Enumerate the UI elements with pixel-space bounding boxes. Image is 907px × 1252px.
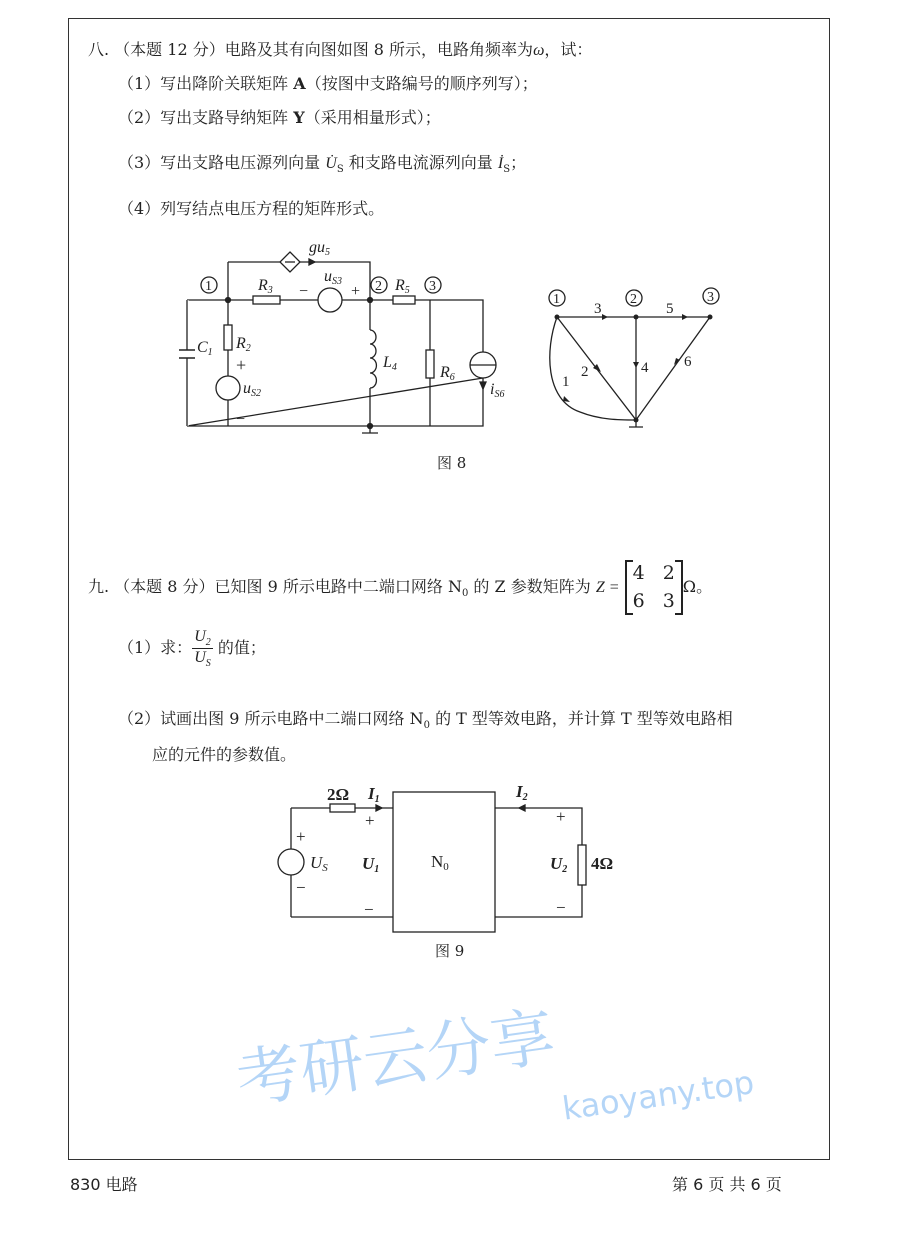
- label-4-ohm: 4Ω: [591, 854, 614, 873]
- footer-course: 830 电路: [70, 1175, 138, 1194]
- graph-node-label: 3: [707, 290, 714, 305]
- label-l4: L4: [383, 354, 397, 373]
- minus-sign: −: [556, 898, 566, 917]
- node-label-3: 3: [429, 279, 436, 294]
- minus-sign: −: [236, 411, 246, 428]
- resistor-2-ohm: [330, 804, 355, 812]
- label-n0: N0: [431, 852, 449, 873]
- watermark-url: kaoyany.top: [560, 1063, 757, 1128]
- minus-sign: −: [299, 283, 309, 300]
- label-r6: R6: [440, 364, 455, 383]
- label-r2: R2: [236, 335, 251, 354]
- label-is6: iS6: [490, 381, 505, 400]
- graph-node-label: 2: [630, 292, 637, 307]
- label-gu5: gu5: [309, 239, 330, 258]
- figure-9-caption: 图 9: [435, 942, 465, 960]
- voltage-source-us: [278, 849, 304, 875]
- label-us3: uS3: [324, 268, 342, 287]
- minus-sign: −: [364, 900, 374, 919]
- branch-label: 6: [684, 354, 692, 370]
- graph-node-label: 1: [553, 292, 560, 307]
- q9-item-2: （2）试画出图 9 所示电路中二端口网络 $N_0$ 的 T 型等效电路，并计算 T 型等效电路相: [118, 709, 733, 732]
- q8-item-4: （4）列写结点电压方程的矩阵形式。: [118, 199, 385, 218]
- label-i1: I1: [368, 784, 380, 805]
- label-i2: I2: [516, 782, 528, 803]
- watermark-text: 考研云分享: [232, 1000, 560, 1119]
- z-matrix: 4 2 6 3: [625, 560, 683, 615]
- q8-item-3: （3）写出支路电压源列向量 $U̇_S$ 和支路电流源列向量 $İ_S$；: [118, 153, 527, 176]
- arrow-icon: [519, 805, 525, 811]
- q8-item-2: （2）写出支路导纳矩阵 Y（采用相量形式）；: [118, 108, 441, 127]
- arrow-icon: [376, 805, 382, 811]
- label-c1: C1: [197, 339, 213, 358]
- node-label-2: 2: [375, 279, 382, 294]
- minus-sign: −: [296, 878, 306, 897]
- label-u2: U2: [550, 854, 568, 875]
- plus-sign: +: [236, 355, 247, 375]
- branch-label: 2: [581, 364, 589, 380]
- label-u1: U1: [362, 854, 380, 875]
- node-label-1: 1: [205, 279, 212, 294]
- label-us: US: [310, 853, 328, 874]
- fraction-u2-us: $\frac{U_2}{U_S}$: [194, 628, 211, 670]
- q9-heading: 九. （本题 8 分）已知图 9 所示电路中二端口网络 $N_0$ 的 Z 参数矩阵为 Z = 4 2 6 3 Ω。: [88, 560, 712, 615]
- label-r3: R3: [258, 277, 273, 296]
- plus-sign: +: [351, 283, 361, 300]
- figure-8-caption: 图 8: [437, 454, 467, 472]
- label-us2: uS2: [243, 380, 261, 399]
- q8-heading: 八. （本题 12 分）电路及其有向图如图 8 所示，电路角频率为ω，试：: [88, 40, 593, 59]
- plus-sign: +: [296, 827, 306, 846]
- branch-label: 1: [562, 374, 570, 390]
- q9-item-2-cont: 应的元件的参数值。: [152, 745, 297, 764]
- footer-page-number: 第 6 页 共 6 页: [672, 1175, 782, 1194]
- plus-sign: +: [556, 807, 566, 826]
- q9-item-1: （1）求： $\frac{U_2}{U_S}$ 的值；: [118, 628, 266, 670]
- branch-label: 3: [594, 301, 602, 317]
- plus-sign: +: [365, 811, 375, 830]
- q8-item-1: （1）写出降阶关联矩阵 A（按图中支路编号的顺序列写）；: [118, 74, 538, 93]
- label-2-ohm: 2Ω: [327, 785, 350, 804]
- branch-label: 5: [666, 301, 674, 317]
- label-r5: R5: [395, 277, 410, 296]
- resistor-4-ohm: [578, 845, 586, 885]
- branch-label: 4: [641, 360, 649, 376]
